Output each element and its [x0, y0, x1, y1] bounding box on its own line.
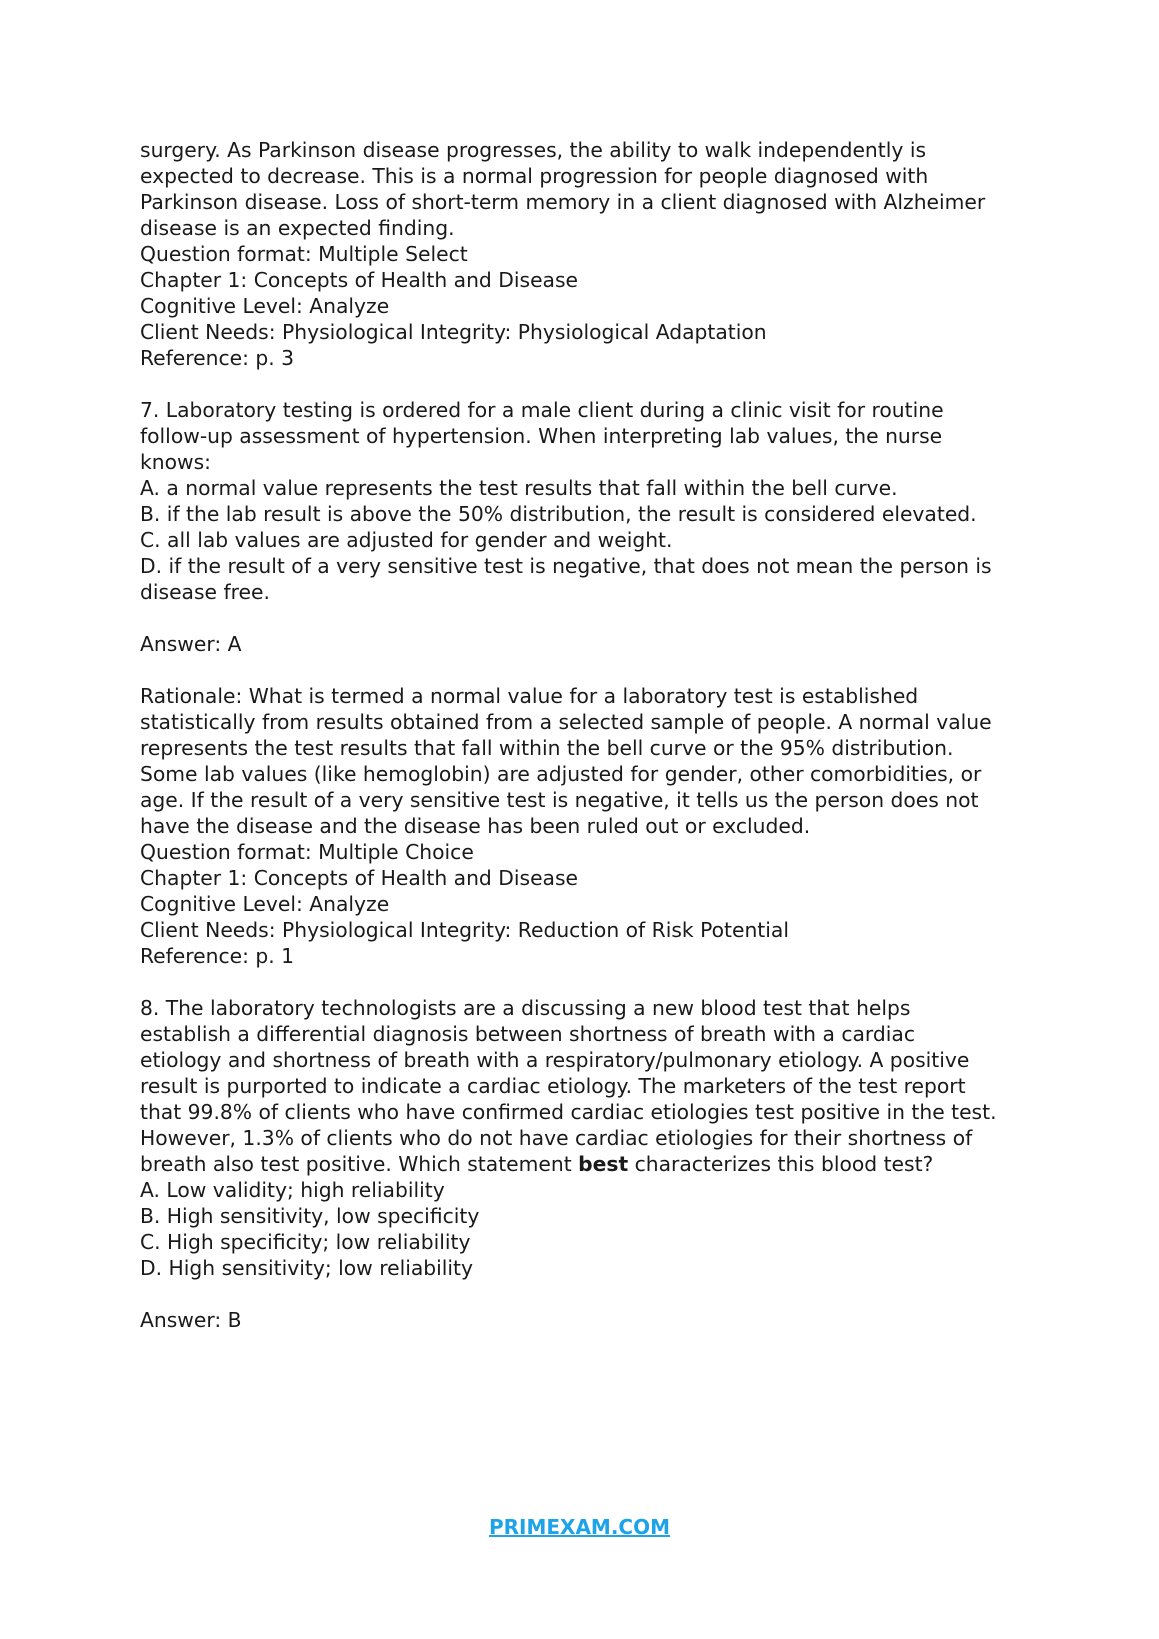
- option-b: B. if the lab result is above the 50% distribution, the result is considered elevated.: [140, 502, 977, 526]
- previous-rationale: [140, 137, 1060, 371]
- client-needs: Client Needs: Physiological Integrity: Reduction of Risk Potential: [140, 918, 789, 942]
- question-8: [140, 995, 1060, 1333]
- rationale-line: Rationale: What is termed a normal value for a laboratory test is established: [140, 684, 919, 708]
- text-line: disease is an expected finding.: [140, 216, 455, 240]
- question-7: [140, 397, 1060, 969]
- question-stem: However, 1.3% of clients who do not have cardiac etiologies for their shortness of: [140, 1126, 973, 1150]
- rationale-line: Some lab values (like hemoglobin) are adjusted for gender, other comorbidities, or: [140, 762, 982, 786]
- client-needs: Client Needs: Physiological Integrity: Physiological Adaptation: [140, 320, 767, 344]
- answer: Answer: B: [140, 1308, 242, 1332]
- answer: Answer: A: [140, 632, 242, 656]
- stem-text: characterizes this blood test?: [628, 1152, 934, 1176]
- rationale-line: have the disease and the disease has been ruled out or excluded.: [140, 814, 811, 838]
- option-a: A. Low validity; high reliability: [140, 1178, 445, 1202]
- option-c: C. all lab values are adjusted for gender and weight.: [140, 528, 673, 552]
- question-format: Question format: Multiple Select: [140, 242, 468, 266]
- option-a: A. a normal value represents the test results that fall within the bell curve.: [140, 476, 898, 500]
- question-stem: that 99.8% of clients who have confirmed cardiac etiologies test positive in the test.: [140, 1100, 997, 1124]
- option-c: C. High specificity; low reliability: [140, 1230, 471, 1254]
- chapter: Chapter 1: Concepts of Health and Disease: [140, 866, 579, 890]
- question-stem: establish a differential diagnosis between shortness of breath with a cardiac: [140, 1022, 915, 1046]
- question-stem: etiology and shortness of breath with a respiratory/pulmonary etiology. A positive: [140, 1048, 970, 1072]
- stem-text: breath also test positive. Which statement: [140, 1152, 579, 1176]
- option-d: D. High sensitivity; low reliability: [140, 1256, 474, 1280]
- cognitive-level: Cognitive Level: Analyze: [140, 892, 390, 916]
- reference: Reference: p. 3: [140, 346, 295, 370]
- question-stem-last: [140, 1151, 1060, 1177]
- option-d-continued: disease free.: [140, 580, 270, 604]
- text-line: surgery. As Parkinson disease progresses, the ability to walk independently is: [140, 138, 927, 162]
- question-stem: 7. Laboratory testing is ordered for a male client during a clinic visit for routine: [140, 398, 944, 422]
- emphasis-best: best: [578, 1152, 629, 1176]
- rationale-line: statistically from results obtained from a selected sample of people. A normal value: [140, 710, 992, 734]
- option-b: B. High sensitivity, low specificity: [140, 1204, 480, 1228]
- rationale-line: represents the test results that fall within the bell curve or the 95% distribution.: [140, 736, 954, 760]
- question-stem: result is purported to indicate a cardiac etiology. The marketers of the test report: [140, 1074, 966, 1098]
- text-line: Parkinson disease. Loss of short-term memory in a client diagnosed with Alzheimer: [140, 190, 986, 214]
- footer-link[interactable]: PRIMEXAM.COM: [488, 1515, 671, 1539]
- question-format: Question format: Multiple Choice: [140, 840, 474, 864]
- reference: Reference: p. 1: [140, 944, 295, 968]
- question-stem: follow-up assessment of hypertension. When interpreting lab values, the nurse: [140, 424, 943, 448]
- option-d: D. if the result of a very sensitive test is negative, that does not mean the person is: [140, 554, 992, 578]
- question-stem: knows:: [140, 450, 211, 474]
- rationale-line: age. If the result of a very sensitive test is negative, it tells us the person does not: [140, 788, 979, 812]
- chapter: Chapter 1: Concepts of Health and Disease: [140, 268, 579, 292]
- text-line: expected to decrease. This is a normal progression for people diagnosed with: [140, 164, 929, 188]
- document-body: [140, 137, 1060, 1333]
- question-stem: 8. The laboratory technologists are a discussing a new blood test that helps: [140, 996, 911, 1020]
- cognitive-level: Cognitive Level: Analyze: [140, 294, 390, 318]
